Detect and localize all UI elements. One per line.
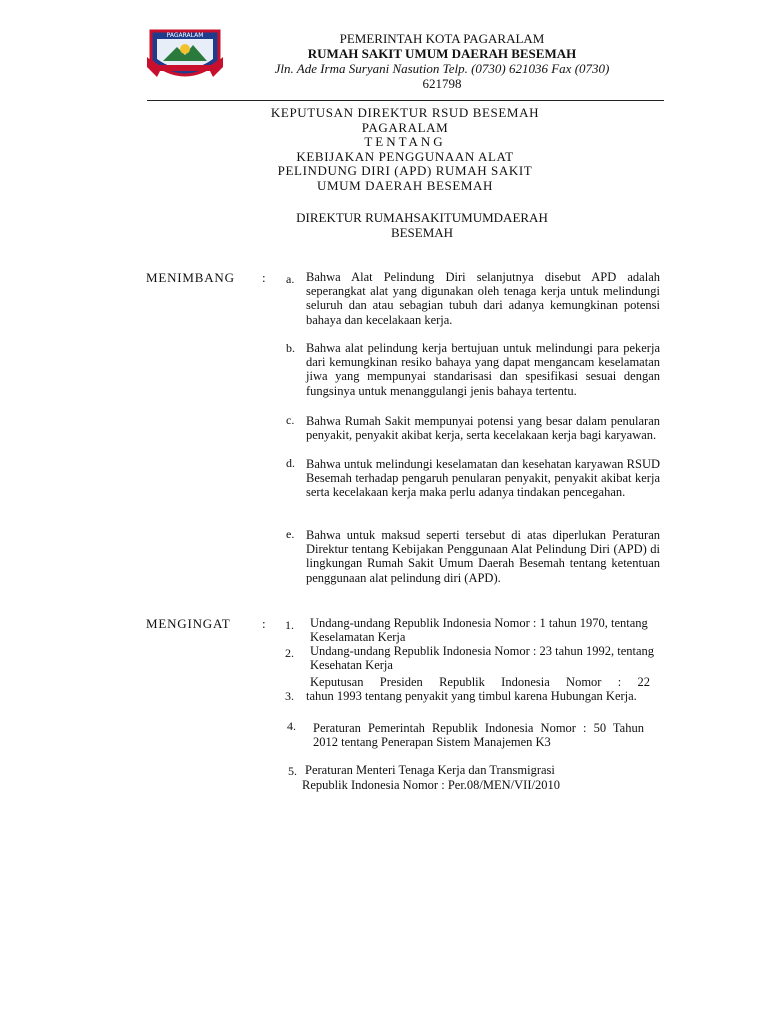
mengingat-marker-3: 3.	[285, 689, 294, 703]
decree-title	[250, 106, 560, 193]
mengingat-item-3: tahun 1993 tentang penyakit yang timbul karena Hubungan Kerja.	[306, 689, 637, 703]
mengingat-item-5: Peraturan Menteri Tenaga Kerja dan Transmigrasi	[305, 763, 555, 777]
menimbang-marker-e: e.	[286, 527, 295, 541]
mengingat-item-2: Undang-undang Republik Indonesia Nomor : 23 tahun 1992, tentang Kesehatan Kerja	[310, 644, 655, 673]
logo-text: PAGARALAM	[166, 32, 204, 39]
menimbang-label: MENIMBANG	[146, 270, 235, 285]
letterhead-address: Jln. Ade Irma Suryani Nasution Telp. (0730) 621036 Fax (0730)	[274, 61, 610, 76]
letterhead	[232, 31, 652, 99]
mengingat-item-1: Undang-undang Republik Indonesia Nomor : 1 tahun 1970, tentang Keselamatan Kerja	[310, 616, 648, 645]
letterhead-government: PEMERINTAH KOTA PAGARALAM	[339, 31, 545, 46]
director-heading	[262, 211, 582, 240]
mengingat-label: MENGINGAT	[146, 616, 231, 631]
menimbang-item-d: Bahwa untuk melindungi keselamatan dan kesehatan karyawan RSUD Besemah terhadap pengaruh penularan penyakit, penyakit akibat kerja serta kecelakaan kerja maka perlu adanya tindakan pencegahan.	[306, 457, 660, 500]
director-line-2: BESEMAH	[390, 224, 454, 240]
title-line-4: KEBIJAKAN PENGGUNAAN ALAT	[296, 148, 514, 164]
title-line-1: KEPUTUSAN DIREKTUR RSUD BESEMAH	[270, 105, 540, 120]
menimbang-item-b: Bahwa alat pelindung kerja bertujuan untuk melindungi para pekerja dari kemungkinan resiko bahaya yang dapat mengancam keselamatan jiwa yang mempunyai standarisasi dan spesifikasi sesuai dengan fungsinya untuk menanggulangi jenis bahaya tertentu.	[306, 341, 660, 398]
title-line-5: PELINDUNG DIRI (APD) RUMAH SAKIT	[277, 163, 533, 178]
mengingat-marker-1: 1.	[285, 618, 294, 632]
mengingat-item-4: Peraturan Pemerintah Republik Indonesia Nomor : 50 Tahun 2012 tentang Penerapan Sistem Manajemen K3	[313, 721, 644, 750]
mengingat-item-5-cont: Republik Indonesia Nomor : Per.08/MEN/VII/2010	[302, 778, 560, 792]
menimbang-marker-a: a.	[286, 272, 295, 286]
mengingat-colon: :	[262, 616, 266, 631]
mengingat-marker-5: 5.	[288, 764, 297, 778]
mengingat-marker-2: 2.	[285, 646, 294, 660]
menimbang-item-e: Bahwa untuk maksud seperti tersebut di atas diperlukan Peraturan Direktur tentang Kebijakan Penggunaan Alat Pelindung Diri (APD) di lingkungan Rumah Sakit Umum Daerah Besemah tentang ketentuan penggunaan alat pelindung diri (APD).	[306, 528, 660, 585]
menimbang-marker-b: b.	[286, 341, 295, 355]
letterhead-cut-line	[232, 91, 652, 99]
city-logo	[147, 27, 223, 87]
title-line-6: UMUM DAERAH BESEMAH	[316, 177, 494, 193]
menimbang-marker-d: d.	[286, 456, 295, 470]
title-line-2: PAGARALAM	[361, 119, 449, 135]
letterhead-fax: 621798	[422, 76, 462, 91]
menimbang-item-c: Bahwa Rumah Sakit mempunyai potensi yang besar dalam penularan penyakit, penyakit akibat kerja, serta kecelakaan kerja bagi karyawan.	[306, 414, 660, 443]
menimbang-item-a: Bahwa Alat Pelindung Diri selanjutnya disebut APD adalah seperangkat alat yang digunakan oleh tenaga kerja untuk melindungi seluruh dan atau sebagian tubuh dari adanya kemungkinan potensi bahaya dan kecelakaan kerja.	[306, 270, 660, 327]
letterhead-hospital: RUMAH SAKIT UMUM DAERAH BESEMAH	[307, 46, 577, 61]
mengingat-marker-4: 4.	[287, 719, 296, 733]
menimbang-marker-c: c.	[286, 413, 295, 427]
director-line-1: DIREKTUR RUMAHSAKITUMUMDAERAH	[296, 210, 548, 225]
title-line-3: TENTANG	[364, 134, 446, 149]
menimbang-colon: :	[262, 270, 266, 285]
mengingat-item-3-pre: Keputusan Presiden Republik Indonesia Nomor : 22	[310, 675, 650, 689]
header-divider	[147, 100, 664, 101]
